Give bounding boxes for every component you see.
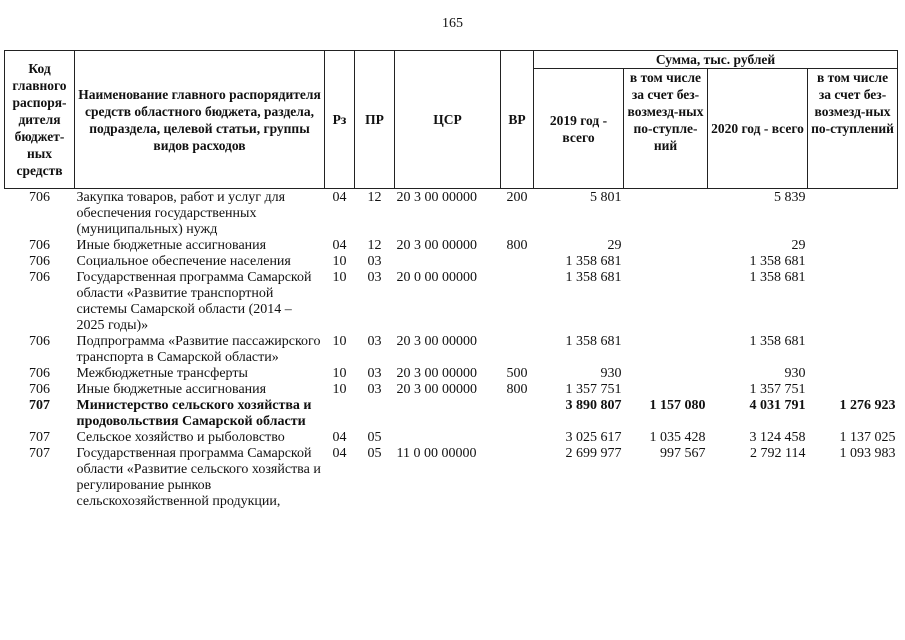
cell-2019-total: 3 890 807: [565, 398, 622, 413]
cell-rz: 10: [332, 270, 347, 285]
cell-pr: [355, 398, 395, 430]
cell-vr: [501, 430, 534, 446]
cell-vr: 800: [506, 382, 528, 397]
cell-2020-free: [808, 189, 898, 239]
cell-vr: 500: [506, 366, 528, 381]
cell-name: Межбюджетные трансферты: [76, 366, 248, 381]
cell-2020-total: 1 358 681: [749, 270, 806, 285]
table-row: [5, 446, 898, 510]
cell-2020-total: 4 031 791: [749, 398, 806, 413]
cell-csr: 20 3 00 00000: [396, 382, 477, 397]
cell-name: Иные бюджетные ассигнования: [76, 382, 267, 397]
cell-vr: [501, 334, 534, 366]
header-rz: Рз: [325, 51, 355, 189]
cell-csr: 20 3 00 00000: [396, 238, 477, 253]
cell-code: 706: [29, 190, 50, 205]
cell-csr: 20 3 00 00000: [396, 334, 477, 349]
cell-2020-free: 1 137 025: [839, 430, 896, 445]
cell-pr: 05: [367, 430, 382, 445]
cell-2020-total: 1 358 681: [749, 334, 806, 349]
cell-2019-total: 3 025 617: [565, 430, 622, 445]
cell-2020-total: 5 839: [774, 190, 806, 205]
header-sum: Сумма, тыс. рублей: [534, 51, 898, 69]
cell-name: Закупка товаров, работ и услуг для обеспечения государственных (муниципальных) нужд: [76, 190, 286, 237]
page-number: 165: [442, 16, 463, 31]
cell-name: Государственная программа Самарской области «Развитие сельского хозяйства и регулирование рынков сельскохозяйственной продукции,: [76, 446, 321, 509]
cell-csr: [395, 398, 501, 430]
cell-rz: 04: [332, 190, 347, 205]
cell-2019-total: 29: [607, 238, 622, 253]
cell-code: 706: [29, 254, 50, 269]
cell-rz: 04: [332, 430, 347, 445]
cell-code: 706: [29, 238, 50, 253]
cell-rz: 10: [332, 366, 347, 381]
cell-code: 706: [29, 382, 50, 397]
table-row: [5, 430, 898, 446]
table-row: [5, 334, 898, 366]
table-row: [5, 270, 898, 334]
table-row: [5, 238, 898, 254]
table-row: [5, 366, 898, 382]
cell-rz: 10: [332, 334, 347, 349]
cell-rz: 04: [332, 446, 347, 461]
cell-csr: [395, 430, 501, 446]
table-body: [5, 189, 898, 511]
cell-2019-free: 997 567: [660, 446, 706, 461]
cell-pr: 03: [367, 254, 382, 269]
cell-2020-total: 1 357 751: [749, 382, 806, 397]
cell-code: 707: [29, 398, 50, 413]
cell-vr: 200: [506, 190, 528, 205]
header-2020-free: в том числе за счет без-возмезд-ных по-ступлений: [808, 69, 898, 189]
cell-2019-total: 1 358 681: [565, 334, 622, 349]
cell-2019-free: 1 035 428: [649, 430, 706, 445]
cell-2020-total: 2 792 114: [750, 446, 806, 461]
cell-pr: 03: [367, 366, 382, 381]
cell-code: 706: [29, 366, 50, 381]
cell-name: Социальное обеспечение населения: [76, 254, 291, 269]
cell-vr: [501, 270, 534, 334]
cell-2020-total: 930: [784, 366, 806, 381]
cell-name: Государственная программа Самарской области «Развитие транспортной системы Самарской области (2014 – 2025 годы)»: [76, 270, 312, 333]
cell-code: 707: [29, 430, 50, 445]
cell-2020-free: [808, 382, 898, 398]
table-row: [5, 382, 898, 398]
cell-2020-total: 29: [791, 238, 806, 253]
cell-2020-total: 1 358 681: [749, 254, 806, 269]
header-2020-total: 2020 год - всего: [708, 69, 808, 189]
cell-2019-free: 1 157 080: [649, 398, 706, 413]
cell-2019-free: [624, 254, 708, 270]
header-vr: ВР: [501, 51, 534, 189]
cell-2020-free: [808, 366, 898, 382]
table-row: [5, 189, 898, 239]
cell-vr: [501, 254, 534, 270]
cell-2020-free: [808, 270, 898, 334]
cell-csr: 20 3 00 00000: [396, 190, 477, 205]
cell-pr: 12: [367, 238, 382, 253]
cell-2019-total: 1 358 681: [565, 270, 622, 285]
header-name: Наименование главного распорядителя средств областного бюджета, раздела, подраздела, целевой статьи, группы видов расходов: [75, 51, 325, 189]
cell-pr: 12: [367, 190, 382, 205]
cell-2019-free: [624, 382, 708, 398]
header-2019-free: в том числе за счет без-возмезд-ных по-ступле-ний: [624, 69, 708, 189]
cell-pr: 05: [367, 446, 382, 461]
cell-2019-total: 1 358 681: [565, 254, 622, 269]
header-pr: ПР: [355, 51, 395, 189]
cell-name: Министерство сельского хозяйства и продовольствия Самарской области: [76, 398, 312, 429]
cell-2019-free: [624, 189, 708, 239]
cell-csr: 20 0 00 00000: [396, 270, 477, 285]
table-row: [5, 254, 898, 270]
cell-2019-free: [624, 366, 708, 382]
cell-2020-total: 3 124 458: [749, 430, 806, 445]
cell-2020-free: 1 276 923: [839, 398, 896, 413]
budget-table: [4, 50, 898, 510]
cell-csr: 11 0 00 00000: [396, 446, 477, 461]
cell-vr: 800: [506, 238, 528, 253]
header-2019-total: 2019 год - всего: [534, 69, 624, 189]
cell-2020-free: [808, 254, 898, 270]
cell-2019-free: [624, 334, 708, 366]
cell-2019-total: 930: [600, 366, 622, 381]
cell-vr: [501, 398, 534, 430]
cell-vr: [501, 446, 534, 510]
cell-2020-free: [808, 238, 898, 254]
cell-rz: 10: [332, 254, 347, 269]
cell-2019-free: [624, 238, 708, 254]
cell-csr: [395, 254, 501, 270]
cell-2019-total: 1 357 751: [565, 382, 622, 397]
cell-2019-free: [624, 270, 708, 334]
table-row: [5, 398, 898, 430]
cell-name: Сельское хозяйство и рыболовство: [76, 430, 285, 445]
header-code: Код главного распоря-дителя бюджет-ных средств: [5, 51, 75, 189]
cell-name: Подпрограмма «Развитие пассажирского транспорта в Самарской области»: [76, 334, 321, 365]
cell-2020-free: [808, 334, 898, 366]
cell-rz: 10: [332, 382, 347, 397]
cell-csr: 20 3 00 00000: [396, 366, 477, 381]
cell-2019-total: 2 699 977: [565, 446, 622, 461]
cell-code: 706: [29, 270, 50, 285]
cell-rz: [325, 398, 355, 430]
cell-rz: 04: [332, 238, 347, 253]
cell-2020-free: 1 093 983: [839, 446, 896, 461]
cell-code: 706: [29, 334, 50, 349]
cell-2019-total: 5 801: [590, 190, 622, 205]
cell-pr: 03: [367, 334, 382, 349]
cell-pr: 03: [367, 270, 382, 285]
cell-name: Иные бюджетные ассигнования: [76, 238, 267, 253]
header-csr: ЦСР: [395, 51, 501, 189]
cell-pr: 03: [367, 382, 382, 397]
table-header: [5, 51, 898, 189]
cell-code: 707: [29, 446, 50, 461]
